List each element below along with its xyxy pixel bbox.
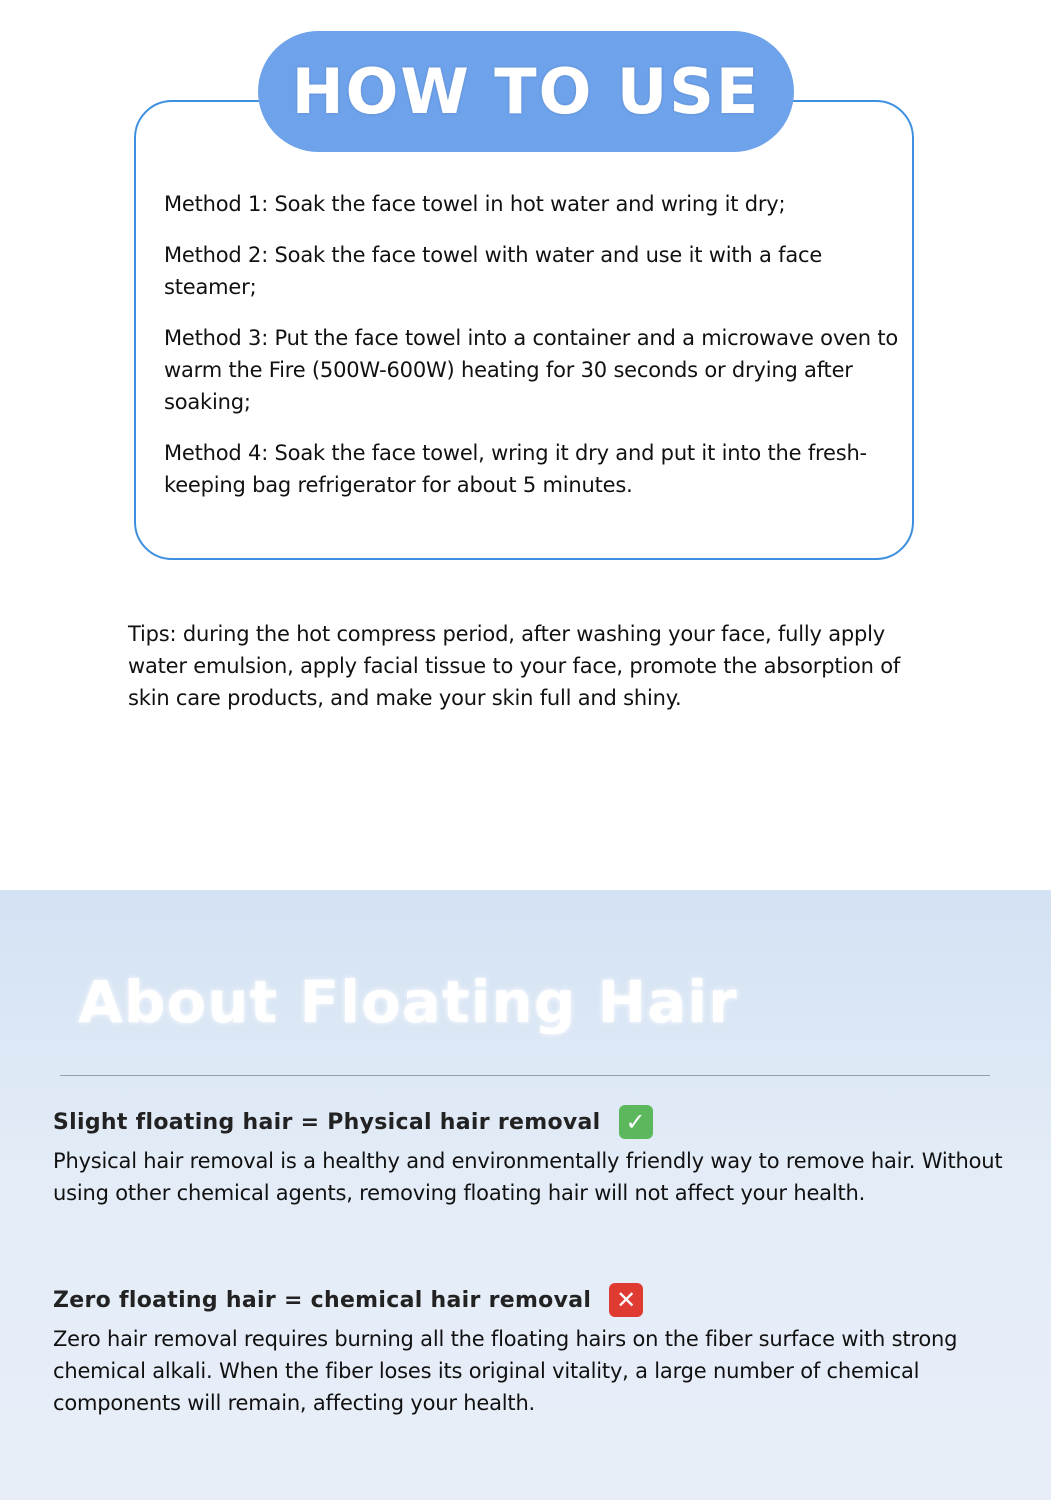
point-physical-removal [53, 1105, 1018, 1209]
method-1: Method 1: Soak the face towel in hot water and wring it dry; [164, 192, 786, 216]
about-floating-hair-section [0, 890, 1051, 1500]
tips-text: Tips: during the hot compress period, after washing your face, fully apply water emulsion, apply facial tissue to your face, promote the absorption of skin care products, and make your skin full and shiny. [128, 622, 901, 710]
methods-list [164, 188, 909, 520]
method-3: Method 3: Put the face towel into a container and a microwave oven to warm the Fire (500W-600W) heating for 30 seconds or drying after soaking; [164, 326, 899, 414]
section-divider [60, 1075, 990, 1076]
point-heading: Slight floating hair = Physical hair removal [53, 1109, 601, 1135]
point-heading-row [53, 1105, 1018, 1139]
how-to-use-title: HOW TO USE [291, 55, 761, 128]
cross-icon: ✕ [609, 1283, 643, 1317]
point-body: Zero hair removal requires burning all the floating hairs on the fiber surface with strong chemical alkali. When the fiber loses its original vitality, a large number of chemical components will remain, affecting your health. [53, 1327, 958, 1415]
check-icon: ✓ [619, 1105, 653, 1139]
point-body: Physical hair removal is a healthy and environmentally friendly way to remove hair. Without using other chemical agents, removing floating hair will not affect your health. [53, 1149, 1003, 1205]
point-heading-row [53, 1283, 1018, 1317]
point-chemical-removal [53, 1283, 1018, 1419]
point-heading: Zero floating hair = chemical hair removal [53, 1287, 592, 1313]
method-2: Method 2: Soak the face towel with water and use it with a face steamer; [164, 243, 823, 299]
about-title: About Floating Hair [78, 968, 738, 1036]
method-4: Method 4: Soak the face towel, wring it dry and put it into the fresh-keeping bag refrigerator for about 5 minutes. [164, 441, 867, 497]
how-to-use-title-pill [258, 31, 794, 152]
